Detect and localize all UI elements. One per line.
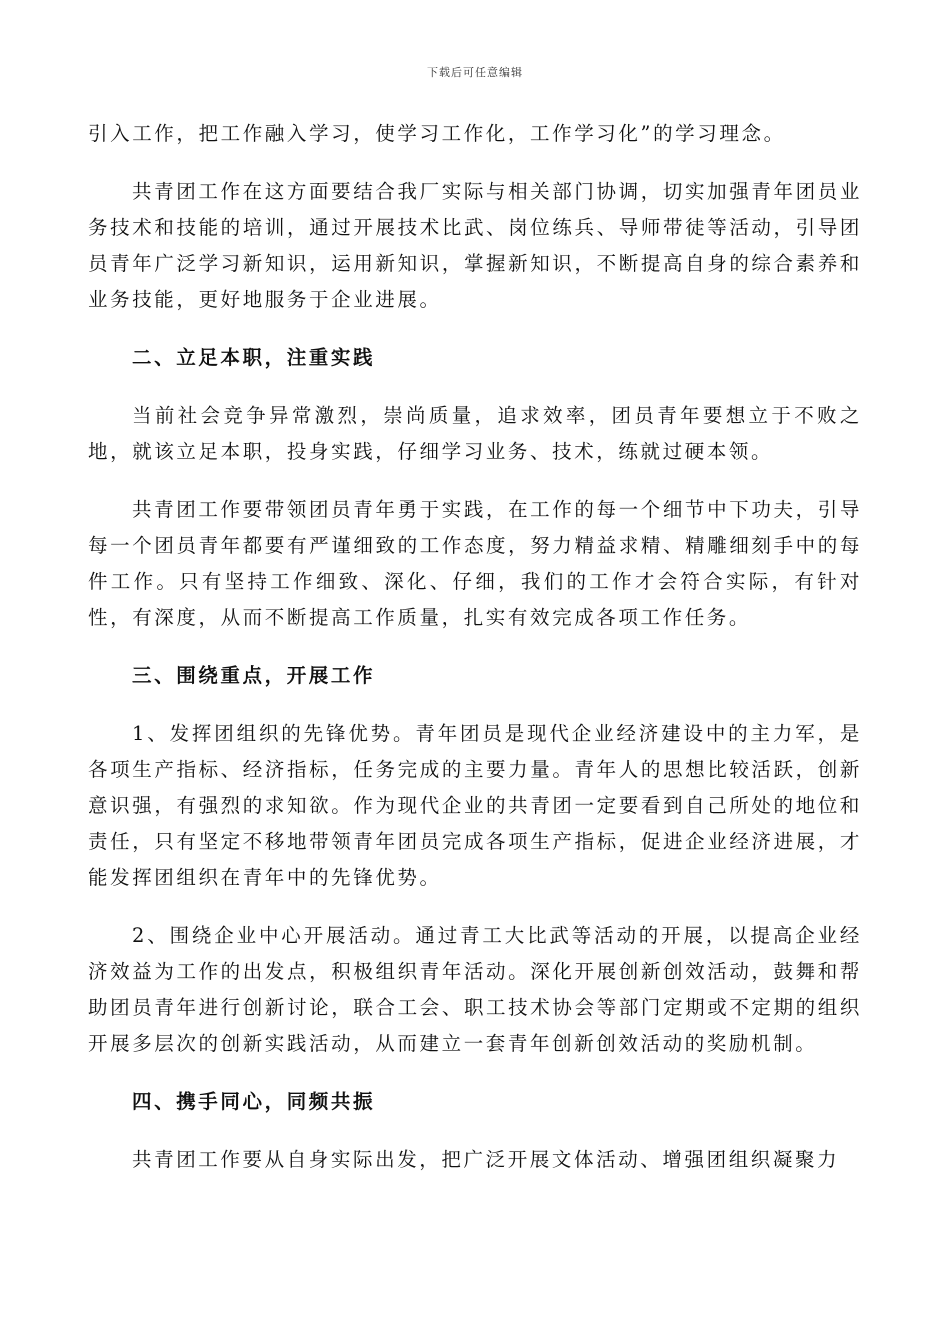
paragraph-continuation: 引入工作，把工作融入学习，使学习工作化，工作学习化”的学习理念。 xyxy=(88,122,786,145)
document-body xyxy=(88,116,862,1178)
section-heading-3: 三、围绕重点，开展工作 xyxy=(132,664,376,687)
page-header: 下载后可任意编辑 xyxy=(427,66,523,79)
paragraph-competition: 当前社会竞争异常激烈，崇尚质量，追求效率，团员青年要想立于不败之地，就该立足本职，投身实践，仔细学习业务、技术，练就过硬本领。 xyxy=(88,404,862,463)
paragraph-training: 共青团工作在这方面要结合我厂实际与相关部门协调，切实加强青年团员业务技术和技能的培训，通过开展技术比武、岗位练兵、导师带徒等活动，引导团员青年广泛学习新知识，运用新知识，掌握新知识，不断提高自身的综合素养和业务技能，更好地服务于企业进展。 xyxy=(88,180,862,311)
paragraph-activities: 2、围绕企业中心开展活动。通过青工大比武等活动的开展，以提高企业经济效益为工作的出发点，积极组织青年活动。深化开展创新创效活动，鼓舞和帮助团员青年进行创新讨论，联合工会、职工技术协会等部门定期或不定期的组织开展多层次的创新实践活动，从而建立一套青年创新创效活动的奖励机制。 xyxy=(88,924,862,1055)
section-heading-2: 二、立足本职，注重实践 xyxy=(132,346,376,369)
section-heading-4: 四、携手同心，同频共振 xyxy=(132,1090,376,1113)
paragraph-practice: 共青团工作要带领团员青年勇于实践，在工作的每一个细节中下功夫，引导每一个团员青年都要有严谨细致的工作态度，努力精益求精、精雕细刻手中的每件工作。只有坚持工作细致、深化、仔细，我们的工作才会符合实际，有针对性，有深度，从而不断提高工作质量，扎实有效完成各项工作任务。 xyxy=(88,498,862,629)
paragraph-vanguard: 1、发挥团组织的先锋优势。青年团员是现代企业经济建设中的主力军，是各项生产指标、经济指标，任务完成的主要力量。青年人的思想比较活跃，创新意识强，有强烈的求知欲。作为现代企业的共青团一定要看到自己所处的地位和责任，只有坚定不移地带领青年团员完成各项生产指标，促进企业经济进展，才能发挥团组织在青年中的先锋优势。 xyxy=(88,722,862,889)
paragraph-culture: 共青团工作要从自身实际出发，把广泛开展文体活动、增强团组织凝聚力 xyxy=(132,1148,840,1171)
